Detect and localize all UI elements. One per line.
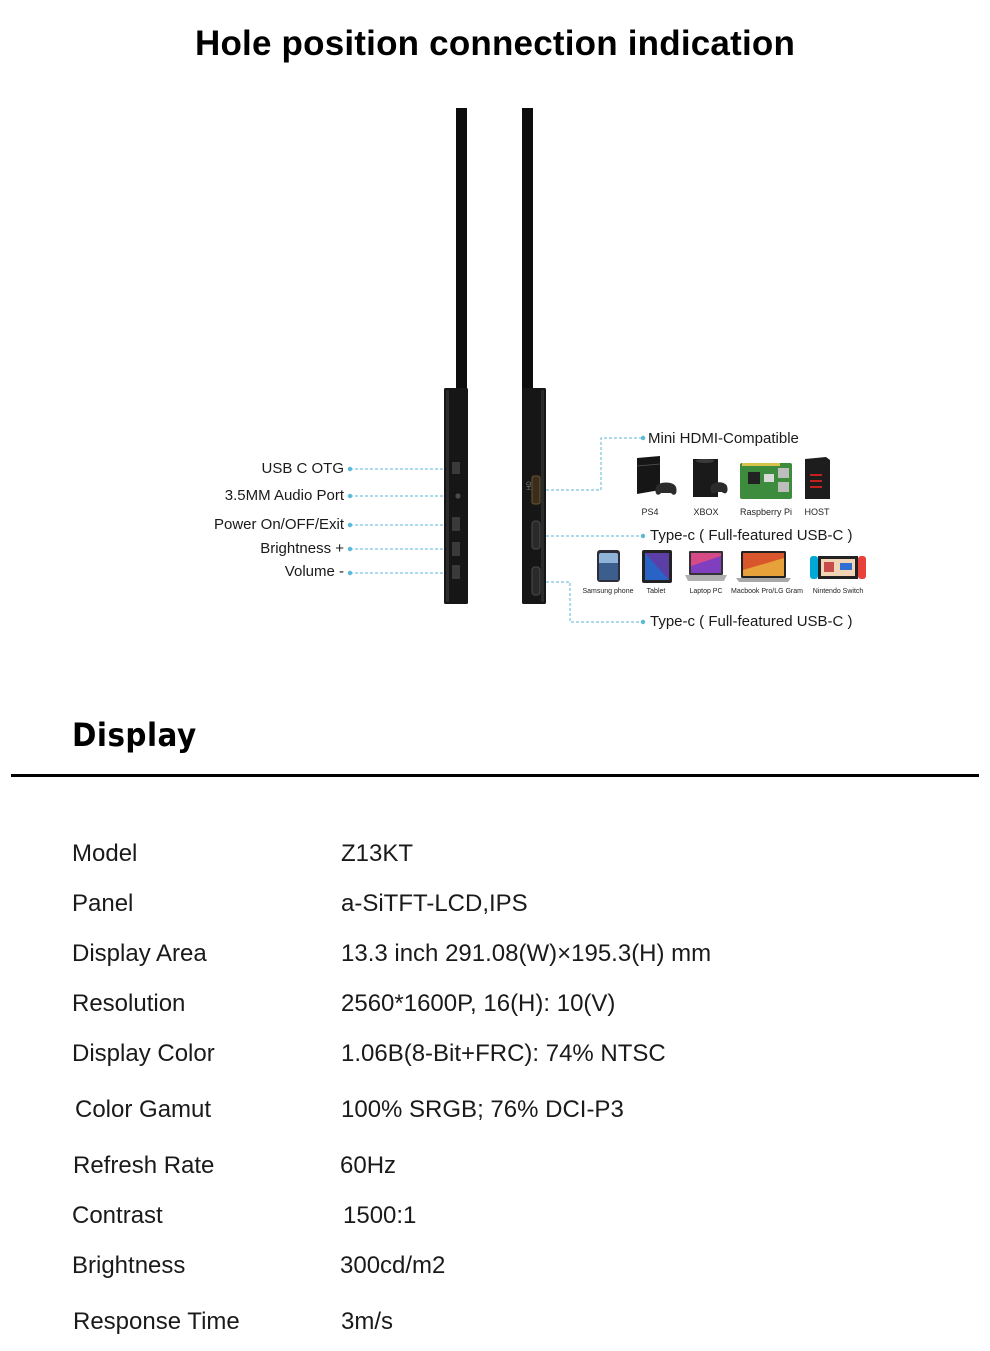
spec-value-model: Z13KT bbox=[341, 840, 414, 867]
raspberry-pi-icon bbox=[740, 463, 792, 499]
usb-c-port-2 bbox=[532, 567, 540, 595]
mini-hdmi-port bbox=[532, 476, 540, 504]
spec-label-color-gamut: Color Gamut bbox=[75, 1096, 212, 1123]
monitor-left-side bbox=[444, 108, 468, 604]
samsung-phone-icon bbox=[597, 550, 620, 582]
side-mark: HD bbox=[527, 481, 533, 490]
tablet-icon bbox=[642, 550, 672, 583]
spec-value-response-time: 3m/s bbox=[341, 1308, 394, 1335]
monitor-right-side bbox=[522, 108, 546, 604]
spec-label-response-time: Response Time bbox=[73, 1308, 240, 1335]
spec-value-display-area: 13.3 inch 291.08(W)×195.3(H) mm bbox=[341, 940, 712, 967]
spec-label-refresh-rate: Refresh Rate bbox=[73, 1152, 215, 1179]
host-pc-icon bbox=[805, 457, 830, 499]
spec-value-color-gamut: 100% SRGB; 76% DCI-P3 bbox=[341, 1096, 624, 1123]
spec-value-display-color: 1.06B(8-Bit+FRC): 74% NTSC bbox=[341, 1040, 666, 1067]
label-usb-c-otg: USB C OTG bbox=[261, 460, 344, 477]
spec-value-brightness: 300cd/m2 bbox=[340, 1252, 446, 1279]
label-type-c-2: Type-c ( Full-featured USB-C ) bbox=[650, 613, 853, 630]
nintendo-switch-icon bbox=[810, 556, 866, 579]
caption-nintendo-switch: Nintendo Switch bbox=[812, 588, 864, 595]
caption-macbook: Macbook Pro/LG Gram bbox=[731, 588, 803, 595]
label-audio-port: 3.5MM Audio Port bbox=[224, 487, 344, 504]
spec-label-contrast: Contrast bbox=[72, 1202, 163, 1229]
spec-label-model: Model bbox=[72, 840, 138, 867]
label-volume: Volume - bbox=[284, 563, 344, 580]
usb-c-otg-port bbox=[452, 462, 460, 474]
macbook-icon bbox=[736, 551, 791, 582]
brightness-button bbox=[452, 542, 460, 556]
spec-value-refresh-rate: 60Hz bbox=[340, 1152, 397, 1179]
spec-label-display-color: Display Color bbox=[72, 1040, 215, 1067]
volume-button bbox=[452, 565, 460, 579]
spec-label-panel: Panel bbox=[72, 890, 134, 917]
audio-port bbox=[455, 493, 460, 498]
caption-tablet: Tablet bbox=[646, 588, 666, 595]
caption-host: HOST bbox=[804, 507, 830, 517]
laptop-icon bbox=[685, 551, 727, 581]
caption-samsung-phone: Samsung phone bbox=[582, 588, 634, 595]
spec-label-display-area: Display Area bbox=[72, 940, 207, 967]
label-brightness: Brightness + bbox=[260, 540, 344, 557]
label-type-c-1: Type-c ( Full-featured USB-C ) bbox=[650, 527, 853, 544]
usb-c-port-1 bbox=[532, 521, 540, 549]
section-divider bbox=[11, 774, 979, 777]
caption-xbox: XBOX bbox=[693, 507, 719, 517]
spec-value-resolution: 2560*1600P, 16(H): 10(V) bbox=[341, 990, 616, 1017]
spec-label-resolution: Resolution bbox=[72, 990, 186, 1017]
label-mini-hdmi: Mini HDMI-Compatible bbox=[648, 430, 799, 447]
section-title: Display bbox=[72, 716, 197, 754]
page-title: Hole position connection indication bbox=[194, 24, 796, 63]
power-button bbox=[452, 517, 460, 531]
xbox-icon bbox=[693, 459, 728, 497]
spec-value-contrast: 1500:1 bbox=[343, 1202, 417, 1229]
ps4-icon bbox=[637, 456, 677, 495]
caption-ps4: PS4 bbox=[641, 507, 659, 517]
spec-value-panel: a-SiTFT-LCD,IPS bbox=[341, 890, 528, 917]
caption-raspberry-pi: Raspberry Pi bbox=[739, 507, 793, 517]
caption-laptop-pc: Laptop PC bbox=[689, 588, 723, 595]
left-leaders bbox=[350, 469, 444, 573]
left-leader-dots bbox=[348, 467, 352, 575]
label-power: Power On/OFF/Exit bbox=[213, 516, 344, 533]
spec-label-brightness: Brightness bbox=[72, 1252, 186, 1279]
